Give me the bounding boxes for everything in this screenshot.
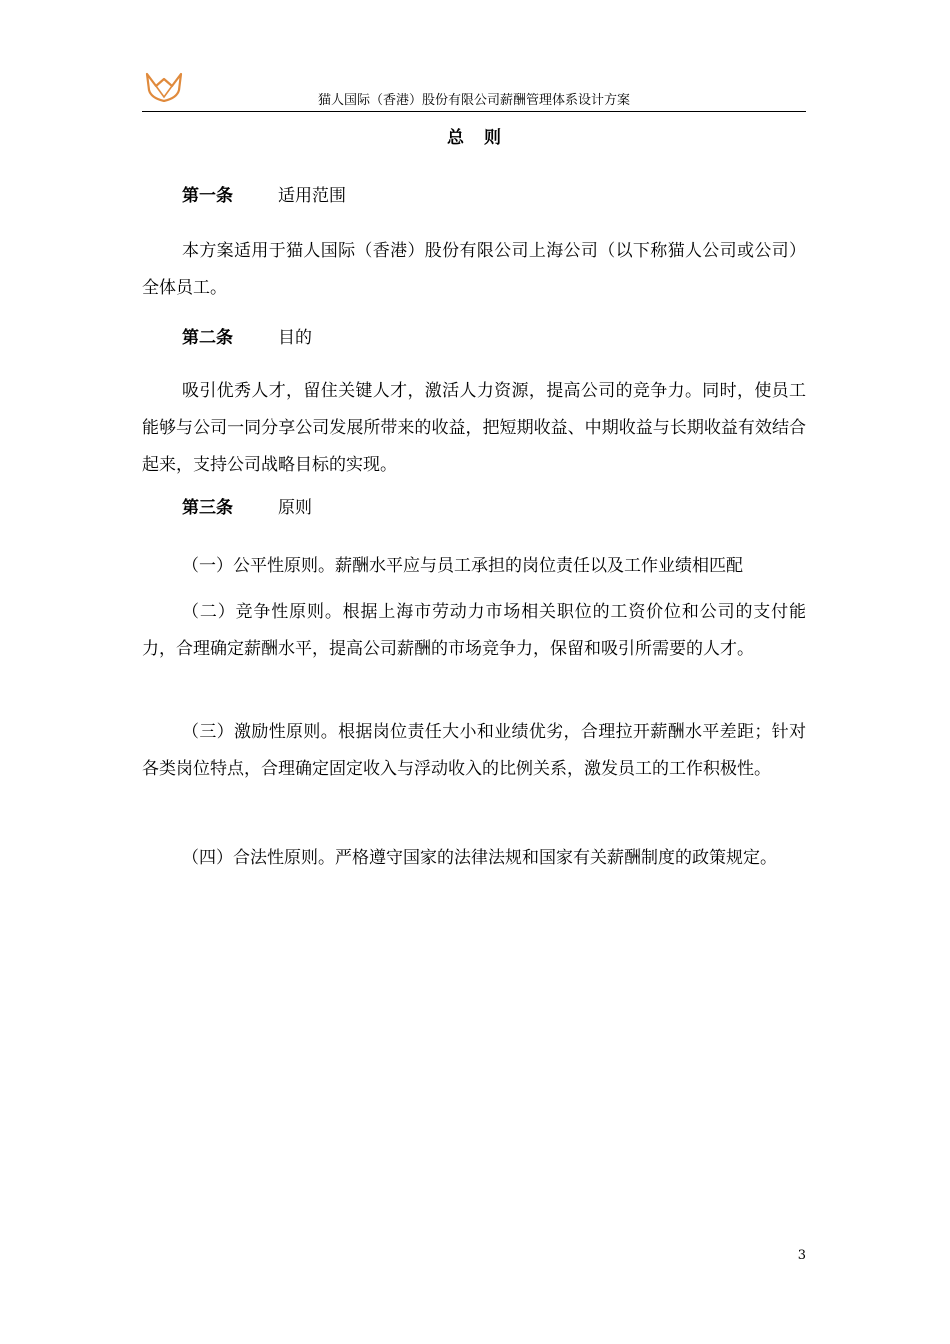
article-heading-2 <box>182 326 312 350</box>
article-heading-3 <box>182 496 312 520</box>
article-heading-text: 目的 <box>278 328 312 348</box>
paragraph-scope: 本方案适用于猫人国际（香港）股份有限公司上海公司（以下称猫人公司或公司）全体员工。 <box>142 241 806 298</box>
article-number: 第一条 <box>182 186 233 206</box>
paragraph-principle-legality: （四）合法性原则。严格遵守国家的法律法规和国家有关薪酬制度的政策规定。 <box>182 848 777 868</box>
page-number: 3 <box>797 1248 806 1263</box>
header-rule <box>142 111 806 112</box>
article-heading-1 <box>182 184 346 208</box>
article-heading-text: 适用范围 <box>278 186 346 206</box>
paragraph-principle-incentive: （三）激励性原则。根据岗位责任大小和业绩优劣，合理拉开薪酬水平差距；针对各类岗位特点，合理确定固定收入与浮动收入的比例关系，激发员工的工作积极性。 <box>142 722 806 779</box>
article-number: 第二条 <box>182 328 233 348</box>
document-title: 总则 <box>447 128 521 148</box>
paragraph-principle-fairness: （一）公平性原则。薪酬水平应与员工承担的岗位责任以及工作业绩相匹配 <box>182 556 743 576</box>
article-number: 第三条 <box>182 498 233 518</box>
header-title: 猫人国际（香港）股份有限公司薪酬管理体系设计方案 <box>317 93 630 108</box>
paragraph-purpose: 吸引优秀人才，留住关键人才，激活人力资源，提高公司的竞争力。同时，使员工能够与公司一同分享公司发展所带来的收益，把短期收益、中期收益与长期收益有效结合起来，支持公司战略目标的实现。 <box>142 381 806 475</box>
paragraph-principle-competitiveness: （二）竞争性原则。根据上海市劳动力市场相关职位的工资价位和公司的支付能力，合理确定薪酬水平，提高公司薪酬的市场竞争力，保留和吸引所需要的人才。 <box>142 602 806 659</box>
article-heading-text: 原则 <box>278 498 312 518</box>
